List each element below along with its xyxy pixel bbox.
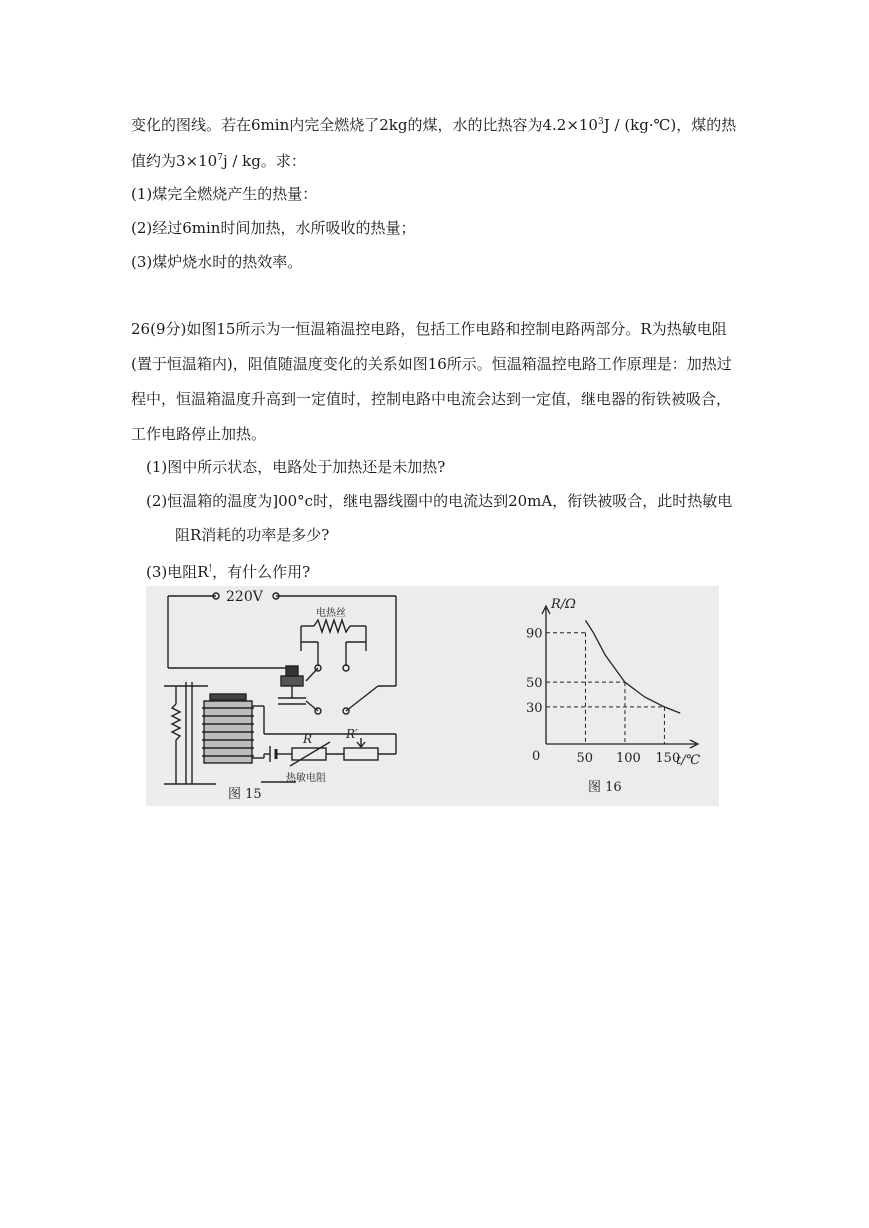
voltage-label: 220V [226, 589, 263, 605]
p25-question-3: (3)煤炉烧水时的热效率。 [131, 253, 303, 271]
p26-question-1: (1)图中所示状态，电路处于加热还是未加热? [146, 458, 446, 476]
x-tick-label: 150 [655, 751, 681, 766]
p26-question-3: (3)电阻R!，有什么作用? [146, 563, 311, 581]
p25-line-2: 值约为$3\times 10^7j$ / kg。求： [131, 152, 306, 170]
x-tick-label: 100 [615, 751, 641, 766]
y-tick-label: 50 [526, 676, 543, 692]
figure-panel [146, 586, 719, 806]
p25-question-2: (2)经过6min时间加热，水所吸收的热量； [131, 219, 416, 237]
thermistor-symbol-label: R [303, 732, 313, 746]
resistance-curve [586, 620, 681, 713]
heater-label: 电热丝 [316, 608, 346, 619]
p25-line-1: 变化的图线。若在6min内完全燃烧了2kg的煤，水的比热容为$4.2\times 10^3J$ / (kg·℃)，煤的热 [131, 116, 737, 134]
figure16-chart [146, 586, 719, 806]
y-axis-label: R/Ω [551, 597, 576, 612]
p26-line-2: (置于恒温箱内)，阻值随温度变化的关系如图16所示。恒温箱温控电路工作原理是：加热过 [131, 355, 732, 373]
y-tick-label: 90 [526, 626, 543, 642]
p26-line-3: 程中，恒温箱温度升高到一定值时，控制电路中电流会达到一定值，继电器的衔铁被吸合， [131, 390, 732, 408]
p26-question-2: (2)恒温箱的温度为]00°c时，继电器线圈中的电流达到20mA，衔铁被吸合，此时热敏电 [146, 492, 733, 510]
figure16-caption: 图 16 [588, 780, 622, 795]
rheostat-symbol-label: R′ [346, 727, 358, 741]
x-tick-label: 50 [576, 751, 594, 766]
p26-line-1: 26(9分)如图15所示为一恒温箱温控电路，包括工作电路和控制电路两部分。R为热敏电阻 [131, 320, 727, 338]
figure15-caption: 图 15 [228, 787, 262, 802]
origin-label: 0 [532, 749, 541, 764]
y-tick-label: 30 [526, 700, 543, 716]
thermistor-label: 热敏电阻 [286, 773, 326, 784]
p25-question-1: (1)煤完全燃烧产生的热量： [131, 185, 318, 203]
x-axis-label: t/℃ [676, 753, 701, 768]
p26-question-2-cont: 阻R消耗的功率是多少? [175, 526, 330, 544]
p26-line-4: 工作电路停止加热。 [131, 425, 267, 443]
